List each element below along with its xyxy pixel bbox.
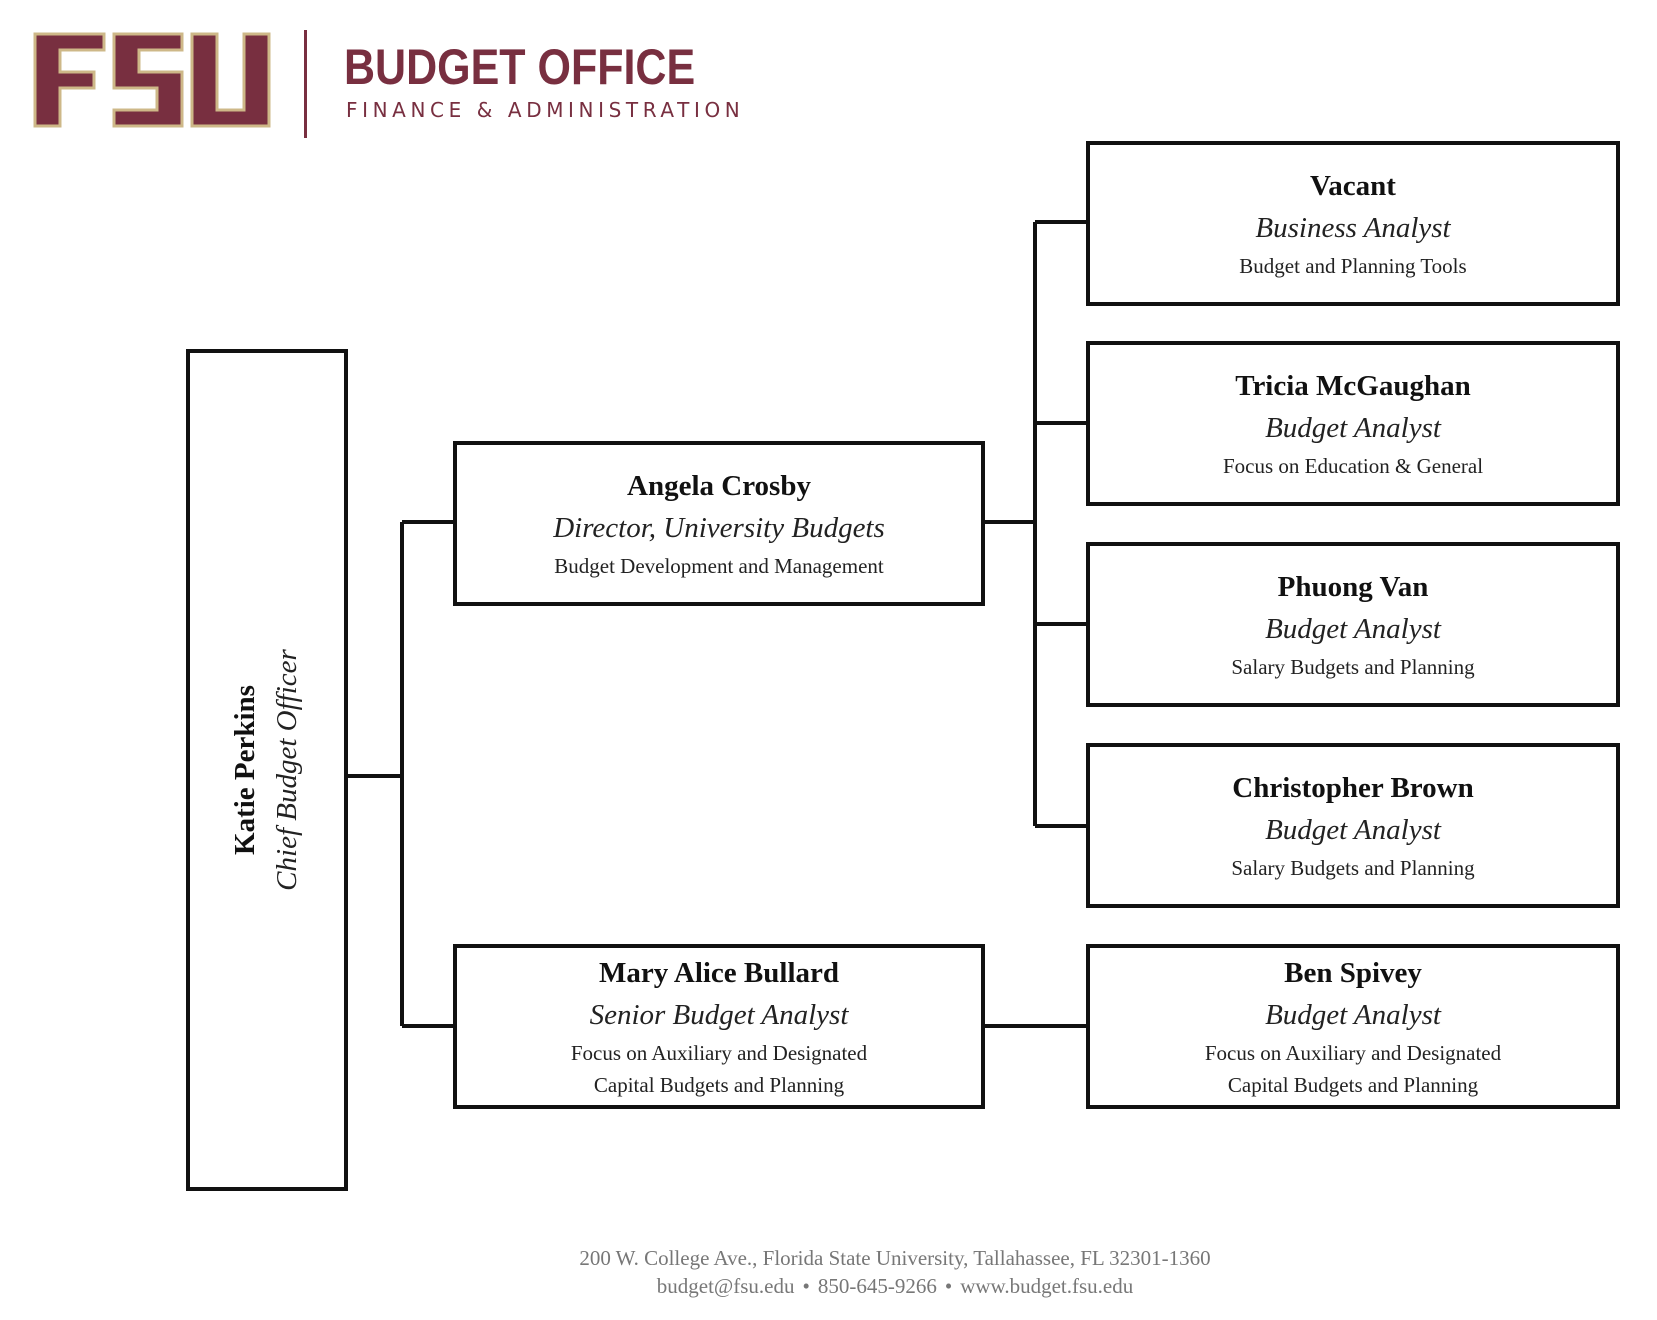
report-focus: Focus on Education & General — [1222, 453, 1484, 478]
director-box — [453, 441, 985, 606]
report-box-4 — [1086, 743, 1620, 908]
senior-report-name: Ben Spivey — [1284, 956, 1422, 989]
report-name: Phuong Van — [1277, 570, 1429, 603]
senior-focus-line-1: Focus on Auxiliary and Designated — [570, 1040, 868, 1065]
chief-title: Chief Budget Officer — [271, 649, 303, 891]
senior-report-title: Budget Analyst — [1265, 998, 1441, 1031]
director-name: Angela Crosby — [627, 469, 811, 502]
director-title: Director, University Budgets — [553, 511, 885, 544]
report-focus: Salary Budgets and Planning — [1231, 855, 1475, 880]
report-title: Budget Analyst — [1265, 411, 1441, 444]
senior-report-focus-line-2: Capital Budgets and Planning — [1227, 1072, 1479, 1097]
report-title: Budget Analyst — [1265, 612, 1441, 645]
chief-box — [186, 349, 348, 1191]
director-focus: Budget Development and Management — [554, 553, 884, 578]
report-box-3 — [1086, 542, 1620, 707]
report-box-2 — [1086, 341, 1620, 506]
report-focus: Budget and Planning Tools — [1239, 253, 1467, 278]
report-title: Business Analyst — [1255, 211, 1451, 244]
senior-title: Senior Budget Analyst — [589, 998, 849, 1031]
footer-phone: 850-645-9266 — [817, 1274, 937, 1298]
office-title: BUDGET OFFICE — [344, 39, 696, 95]
footer-separator: • — [944, 1274, 953, 1298]
footer — [0, 1244, 1657, 1300]
footer-separator: • — [802, 1274, 810, 1298]
footer-contact — [0, 1272, 1657, 1300]
senior-focus-line-2: Capital Budgets and Planning — [593, 1072, 845, 1097]
senior-name: Mary Alice Bullard — [598, 956, 840, 989]
report-box-1 — [1086, 141, 1620, 306]
footer-email[interactable]: budget@fsu.edu — [656, 1274, 795, 1298]
senior-report-focus-line-1: Focus on Auxiliary and Designated — [1204, 1040, 1502, 1065]
senior-analyst-box — [453, 944, 985, 1109]
report-title: Budget Analyst — [1265, 813, 1441, 846]
senior-report-box — [1086, 944, 1620, 1109]
report-name: Tricia McGaughan — [1235, 369, 1471, 402]
report-focus: Salary Budgets and Planning — [1231, 654, 1475, 679]
report-name: Christopher Brown — [1232, 771, 1474, 804]
chief-name: Katie Perkins — [229, 685, 261, 855]
report-name: Vacant — [1310, 169, 1396, 202]
footer-address: 200 W. College Ave., Florida State University, Tallahassee, FL 32301-1360 — [579, 1246, 1211, 1270]
footer-website[interactable]: www.budget.fsu.edu — [960, 1274, 1134, 1298]
office-subtitle: FINANCE & ADMINISTRATION — [346, 98, 745, 122]
